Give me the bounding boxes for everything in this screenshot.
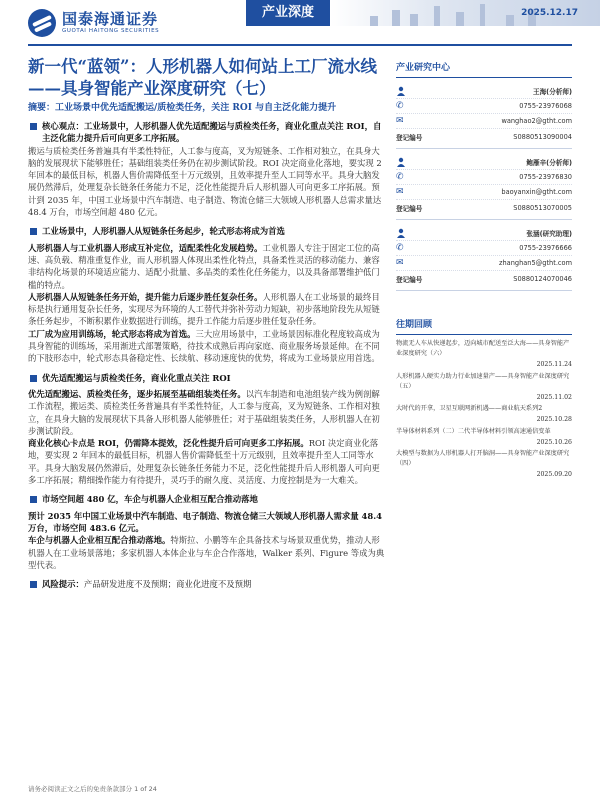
paragraph-text: 产品研发进度不及预期；商业化进度不及预期 [83, 579, 252, 590]
phone-icon: ✆ [396, 243, 404, 253]
email-icon: ✉ [396, 116, 404, 126]
paragraph-lead: 人形机器人与工业机器人形成互补定位，适配柔性化发展趋势。 [28, 242, 263, 253]
paragraph [28, 534, 388, 571]
logo-name-cn: 国泰海通证券 [62, 10, 159, 28]
paragraph-text: 以汽车制造和电池组装产线为例剖解工作流程，搬运类、质检类任务普遍具有半柔性特征，人工参与度高，叉为短链条、工作相对独立，在具身大脑的发展现状下具备人形机器人能够胜任；对于基础组装类任务，人形机器人在初步测试阶段。 [28, 388, 380, 436]
analyst-card [396, 220, 572, 291]
analyst-email[interactable]: baoyanxin@gtht.com [501, 188, 572, 196]
section-heading: 优先适配搬运与质检类任务，商业化重点关注 ROI [42, 372, 231, 383]
paragraph [28, 328, 388, 365]
logo-mark-icon [28, 9, 56, 37]
analyst-name: 鲍雁辛(分析师) [526, 159, 572, 167]
person-icon [396, 157, 410, 168]
past-report-date: 2025.10.26 [536, 438, 572, 446]
report-date: 2025.12.17 [521, 8, 578, 18]
section-bullet-icon [30, 581, 37, 588]
past-report-date: 2025.11.02 [536, 394, 572, 402]
report-title: 新一代“蓝领”：人形机器人如何站上工厂流水线——具身智能产业深度研究（七） [28, 57, 377, 98]
sidebar [396, 60, 572, 482]
section-bullet-icon [30, 123, 37, 130]
paragraph-text: 三大应用场景中，工业场景因标准化程度较高成为具身智能的训练场，采用渐进式部署策略，待技术成熟后再向家庭、商业服务场景延伸。在不同的下肢形态中，轮式形态具备稳定性、长续航、移动速度快的优势，将成为工业场景应用首选。 [28, 328, 380, 364]
paragraph-text: 人形机器人在工业场景的最终目标是执行通用复杂长任务，实现尽为环境的人工替代并弥补劳动力短缺，初步落地阶段先从短链条任务起步，不断积累作业数据进行训练，提升工作能力后逐步胜任复杂任务。 [28, 291, 380, 327]
paragraph [28, 242, 388, 291]
past-report-link[interactable]: 大时代的开拿，卫星互联网新机遇——商业航天系列2 [396, 405, 543, 413]
section-bullet-icon [30, 375, 37, 382]
report-header [0, 0, 600, 44]
analyst-email[interactable]: wanghao2@gtht.com [501, 117, 572, 125]
section-heading: 风险提示： [42, 579, 84, 590]
analyst-card [396, 78, 572, 149]
past-report-date: 2025.11.24 [536, 361, 572, 369]
paragraph [28, 388, 388, 437]
person-icon [396, 228, 410, 239]
paragraph-lead: 工厂成为应用训练场，轮式形态将成为首选。 [28, 328, 196, 339]
past-report-link[interactable]: 人形机器人硬实力助力行业加速量产——具身智能产业深度研究（五） [396, 372, 570, 390]
cert-number: S0880513090004 [513, 132, 572, 141]
past-report-link[interactable]: 物流无人车从快递起步，迈向城市配送至泛大海——具身智能产业深度研究（六） [396, 340, 570, 358]
analyst-card [396, 149, 572, 220]
page-footer: 请务必阅读正文之后的免责条款部分 1 of 24 [28, 785, 157, 793]
paragraph-lead: 车企与机器人企业相互配合推动落地。 [28, 535, 171, 546]
analyst-phone: 0755-23976068 [519, 102, 572, 110]
past-reports-title: 往期回顾 [396, 317, 572, 335]
paragraph-lead: 人形机器人从短链条任务开始，提升能力后逐步胜任复杂任务。 [28, 291, 263, 302]
analyst-phone: 0755-23976830 [519, 173, 572, 181]
paragraph-text: ROI 决定商业化落地，要实现 2 年回本的最低目标，机器人售价需降低至十万元级别，且效率提升至人工同等水平。具身大脑发展仍然滞后，处理复杂长链条任务能力不足，泛化性能提升后人形机器人可向更多工序拓展；精细操作能力有待提升，灵巧手的耐久度、灵活度、力度控制是为一大难关。 [28, 438, 380, 486]
section-bullet-icon [30, 496, 37, 503]
past-reports-list [396, 339, 572, 481]
cert-label: 登记编号 [396, 204, 423, 213]
phone-icon: ✆ [396, 101, 404, 111]
person-icon [396, 86, 410, 97]
report-type-tag: 产业深度 [246, 0, 330, 26]
company-logo [28, 8, 159, 38]
past-report-link[interactable]: 大模型与数据为人形机器人打开脑洞——具身智能产业深度研究（四） [396, 450, 570, 468]
analyst-email[interactable]: zhanghan5@gtht.com [499, 259, 572, 267]
past-report-date: 2025.10.28 [536, 416, 572, 424]
section-heading: 市场空间超 480 亿，车企与机器人企业相互配合推动落地 [42, 494, 258, 505]
phone-icon: ✆ [396, 172, 404, 182]
paragraph [28, 291, 388, 328]
logo-name-en: GUOTAI HAITONG SECURITIES [62, 28, 160, 34]
section-bullet-icon [30, 228, 37, 235]
paragraph-lead: 商业化核心卡点是 ROI，仍需降本提效，泛化性提升后可向更多工序拓展。 [28, 438, 309, 449]
cert-label: 登记编号 [396, 275, 423, 284]
section-market [28, 493, 388, 505]
header-divider [28, 44, 572, 46]
paragraph-lead: 优先适配搬运、质检类任务，逐步拓展至基础组装类任务。 [28, 388, 246, 399]
analyst-phone: 0755-23976666 [519, 244, 572, 252]
analyst-name: 张涵(研究助理) [526, 230, 572, 238]
report-summary-line: 摘要：工业场景中优先适配搬运/质检类任务，关注 ROI 与自主泛化能力提升 [28, 103, 337, 113]
section-heading: 核心观点：工业场景中，人形机器人优先适配搬运与质检类任务，商业化重点关注 ROI，自主泛化能力提升后可向更多工序拓展。 [42, 121, 382, 144]
section-core-view [28, 120, 388, 145]
main-body [28, 120, 388, 590]
paragraph-text: 特斯拉、小鹏等车企具备技术与场景双重优势，推动人形机器人在工业场景落地；多家机器人本体企业与车企合作落地，Walker 系列、Figure 等成为典型代表。 [28, 535, 385, 570]
past-report-link[interactable]: 半导体材料系列（二）二代半导体材料引领高速通信变革 [396, 427, 551, 435]
cert-number: S0880124070046 [513, 274, 572, 283]
analyst-name: 王海(分析师) [533, 88, 572, 96]
cert-number: S0880513070005 [513, 203, 572, 212]
section-scenario [28, 225, 388, 237]
paragraph [28, 437, 388, 486]
email-icon: ✉ [396, 258, 404, 268]
paragraph-text: 工业机器人专注于固定工位的高速、高负载、精准重复作业，而人形机器人体现出柔性化特点，具备柔性灵活的移动能力、兼容非结构化场景的环境适应能力、适配小批量、多品类的柔性化任务能力，以及具备部署维护低门槛的特点。 [28, 242, 380, 290]
email-icon: ✉ [396, 187, 404, 197]
section-heading: 工业场景中，人形机器人从短链条任务起步，轮式形态将成为首选 [42, 226, 285, 237]
section-risk [28, 578, 388, 590]
paragraph: 搬运与质检类任务普遍具有半柔性特征，人工参与度高，叉为短链条、工作相对独立，在具身大脑的发展现状下能够胜任；基础组装类任务仍在初步测试阶段。ROI 决定商业化落地，要实现 2 年回本的最低目标，机器人售价需降低至十万元级别，且效率提升至人工同等水平。具身大脑发展仍然滞后，处理复杂长链条任务能力不足，泛化性能提升后人形机器人可向更多工序拓展。预计到 2035 年，中国工业场景中汽车制造、电子制造、物流仓储三大领域人形机器人总需求量达 48.4 万台，市场空间超 480 亿元。 [28, 145, 382, 218]
research-center-title: 产业研究中心 [396, 60, 572, 78]
past-report-date: 2025.09.20 [536, 471, 572, 479]
section-tasks-roi [28, 372, 388, 384]
paragraph-lead: 预计 2035 年中国工业场景中汽车制造、电子制造、物流仓储三大领域人形机器人需求量 48.4 万台，市场空间 483.6 亿元。 [28, 510, 382, 533]
cert-label: 登记编号 [396, 133, 423, 142]
